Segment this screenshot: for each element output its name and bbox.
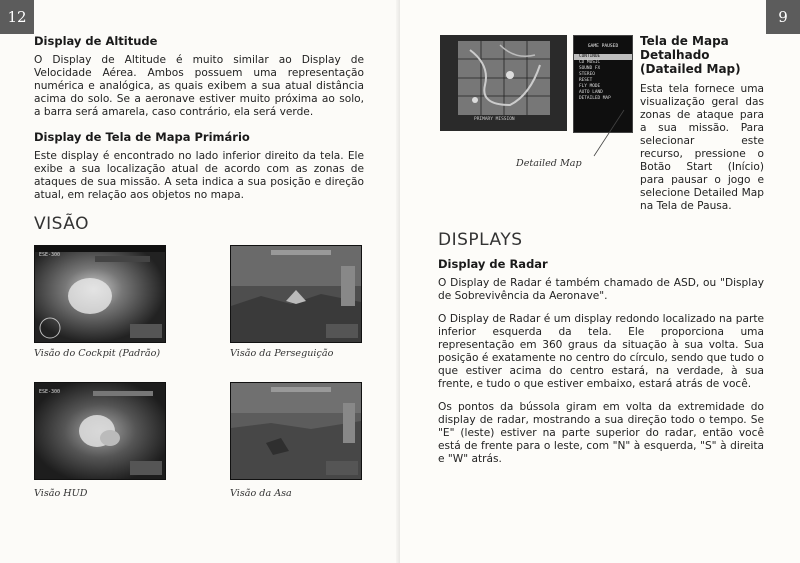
menu-item-5: FLY MODE [579, 84, 601, 89]
detailed-map-screenshot [440, 35, 567, 131]
menu-item-4: RESET [579, 78, 593, 83]
menu-item-2: SOUND FX [579, 66, 601, 71]
radar-paragraph-2: O Display de Radar é um display redondo localizado na parte inferior esquerda da tela. Ele proporciona uma representação em 360 graus da situação à sua volta. Sua posição é exatamente no centro do círculo, sendo que tudo o que estiver acima do centro estará, na verdade, à sua frente, e tudo o que estiver embaixo, estará atrás de você. [438, 313, 764, 390]
radar-paragraph-3: Os pontos da bússola giram em volta da extremidade do display de radar, mostrando a sua direção todo o tempo. Se "E" (leste) estiver na parte superior do radar, então você está de frente para o leste, com "N" à esquerda, "S" à direita e "W" atrás. [438, 401, 764, 465]
primary-map-heading: Display de Tela de Mapa Primário [34, 130, 250, 144]
chase-view-caption: Visão da Perseguição [230, 348, 334, 359]
wing-view-screenshot [230, 382, 362, 480]
detailed-map-caption: Detailed Map [516, 158, 582, 169]
displays-title: DISPLAYS [438, 230, 523, 250]
menu-item-7: DETAILED MAP [579, 96, 611, 101]
cockpit-view-screenshot [34, 245, 166, 343]
menu-item-6: AUTO LAND [579, 90, 603, 95]
altitude-heading: Display de Altitude [34, 34, 158, 48]
menu-item-1: CD MUSIC [579, 60, 601, 65]
hud-hud-text: ESE-300 [39, 389, 61, 395]
wing-view-caption: Visão da Asa [230, 488, 292, 499]
page-number-right: 9 [766, 0, 800, 34]
right-page [400, 0, 800, 563]
pause-menu-title: GAME PAUSED [587, 44, 619, 49]
detailed-map-heading: Tela de Mapa Detalhado (Datailed Map) [640, 34, 741, 76]
radar-paragraph-1: O Display de Radar é também chamado de ASD, ou "Display de Sobrevivência da Aeronave". [438, 277, 764, 302]
vision-title: VISÃO [34, 214, 89, 234]
chase-view-screenshot [230, 245, 362, 343]
page-number-left: 12 [0, 0, 34, 34]
radar-heading: Display de Radar [438, 257, 548, 271]
hud-view-screenshot [34, 382, 166, 480]
detailed-map-body: Esta tela fornece uma visualização geral das zonas de ataque para a sua missão. Para selecionar este recurso, pressione o Botão Start (Início) para pausar o jogo e selecione Detailed Map na Tela de Pausa. [640, 83, 764, 212]
caption-leader-line [550, 100, 630, 160]
menu-item-3: STEREO [579, 72, 595, 77]
cockpit-view-caption: Visão do Cockpit (Padrão) [34, 348, 161, 359]
altitude-body: O Display de Altitude é muito similar ao Display de Velocidade Aérea. Ambos possuem uma representação numérica e analógica, as quais exibem a sua atual distância acima do solo. Se a aeronave estiver muito próxima ao solo, a barra será amarela, caso contrário, ela será verde. [34, 54, 364, 118]
map-footer-text: PRIMARY MISSION [474, 117, 515, 122]
primary-map-body: Este display é encontrado no lado inferior direito da tela. Ele exibe a sua localização atual de acordo com as zonas de ataques de sua missão. A seta indica a sua posição e direção atual, em relação aos objetos no mapa. [34, 150, 364, 201]
menu-item-0: CONTINUE [574, 54, 632, 60]
hud-view-caption: Visão HUD [34, 488, 88, 499]
cockpit-hud-text: ESE-300 [39, 252, 61, 258]
